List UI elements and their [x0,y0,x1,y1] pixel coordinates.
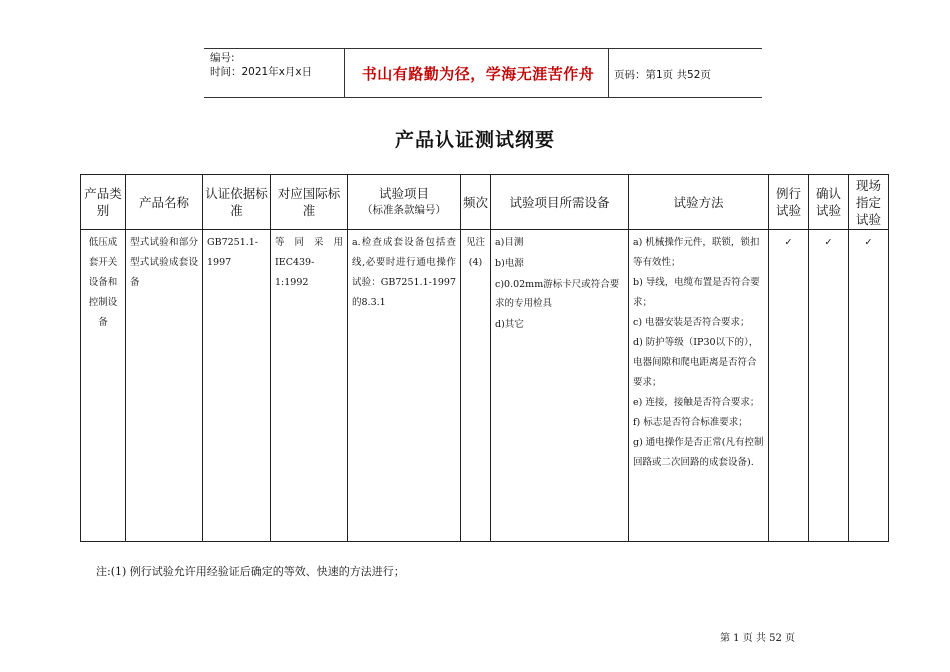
method-item: e) 连接，接触是否符合要求； [633,397,760,408]
cell-basis-standard: GB7251.1-1997 [203,230,271,542]
header-info [210,51,312,79]
table-note: 注:(1) 例行试验允许用经验证后确定的等效、快速的方法进行； [96,565,405,578]
frequency-note-ref: 见注 [465,237,485,248]
cell-test-item: a.检查成套设备包括查线,必要时进行通电操作试验：GB7251.1-1997 的8.3.1 [348,230,461,542]
equipment-item: a)目测 [495,237,524,248]
table-row [81,230,889,542]
header-test-item-sub: （标准条款编号） [362,204,446,216]
method-item: b) 导线，电缆布置是否符合要求； [633,277,760,308]
table-header-row [81,175,889,230]
header-confirm-test: 确认试验 [809,175,849,230]
frequency-note-number: (4) [468,257,483,268]
method-item: a) 机械操作元件，联锁，锁扣等有效性； [633,237,760,268]
page-title: 产品认证测试纲要 [394,129,555,151]
header-test-item-label: 试验项目 [378,186,429,201]
header-equipment: 试验项目所需设备 [491,175,629,230]
header-onsite-test: 现场指定试验 [849,175,889,230]
cell-frequency [461,230,491,542]
header-test-method: 试验方法 [629,175,769,230]
page-footer: 第 1 页 共 52 页 [720,633,795,644]
header-page-number: 页码：第1页 共52页 [614,69,711,81]
method-item: c) 电器安装是否符合要求； [633,317,750,328]
confirm-check-icon: ✓ [809,230,849,542]
onsite-check-icon: ✓ [849,230,889,542]
equipment-item: b)电源 [495,258,524,269]
header-product-name: 产品名称 [126,175,203,230]
routine-check-icon: ✓ [769,230,809,542]
cell-equipment [491,230,629,542]
header-divider [608,49,609,97]
cell-intl-standard: 等同采用IEC439-1:1992 [271,230,348,542]
document-time-label: 时间：2021年x月x日 [210,66,313,78]
header-category: 产品类别 [81,175,126,230]
header-routine-test: 例行试验 [769,175,809,230]
header-basis-standard: 认证依据标准 [203,175,271,230]
header-test-item [348,175,461,230]
header-divider [344,49,345,97]
header-frequency: 频次 [461,175,491,230]
equipment-item: d)其它 [495,319,524,330]
method-item: d) 防护等级（IP30以下的），电器间隙和爬电距离是否符合要求； [633,337,759,388]
cell-category: 低压成套开关设备和控制设备 [81,230,126,542]
cell-product-name: 型式试验和部分型式试验成套设备 [126,230,203,542]
equipment-item: c)0.02mm游标卡尺或符合要求的专用检具 [495,279,620,309]
document-number-label: 编号: [210,52,235,64]
header-motto: 书山有路勤为径，学海无涯苦作舟 [361,65,595,83]
method-item: f) 标志是否符合标准要求； [633,417,748,428]
cell-test-method [629,230,769,542]
method-item: g) 通电操作是否正常(凡有控制回路或二次回路的成套设备). [633,437,764,468]
test-outline-table [80,174,889,542]
page-header [204,48,762,98]
header-intl-standard: 对应国际标准 [271,175,348,230]
